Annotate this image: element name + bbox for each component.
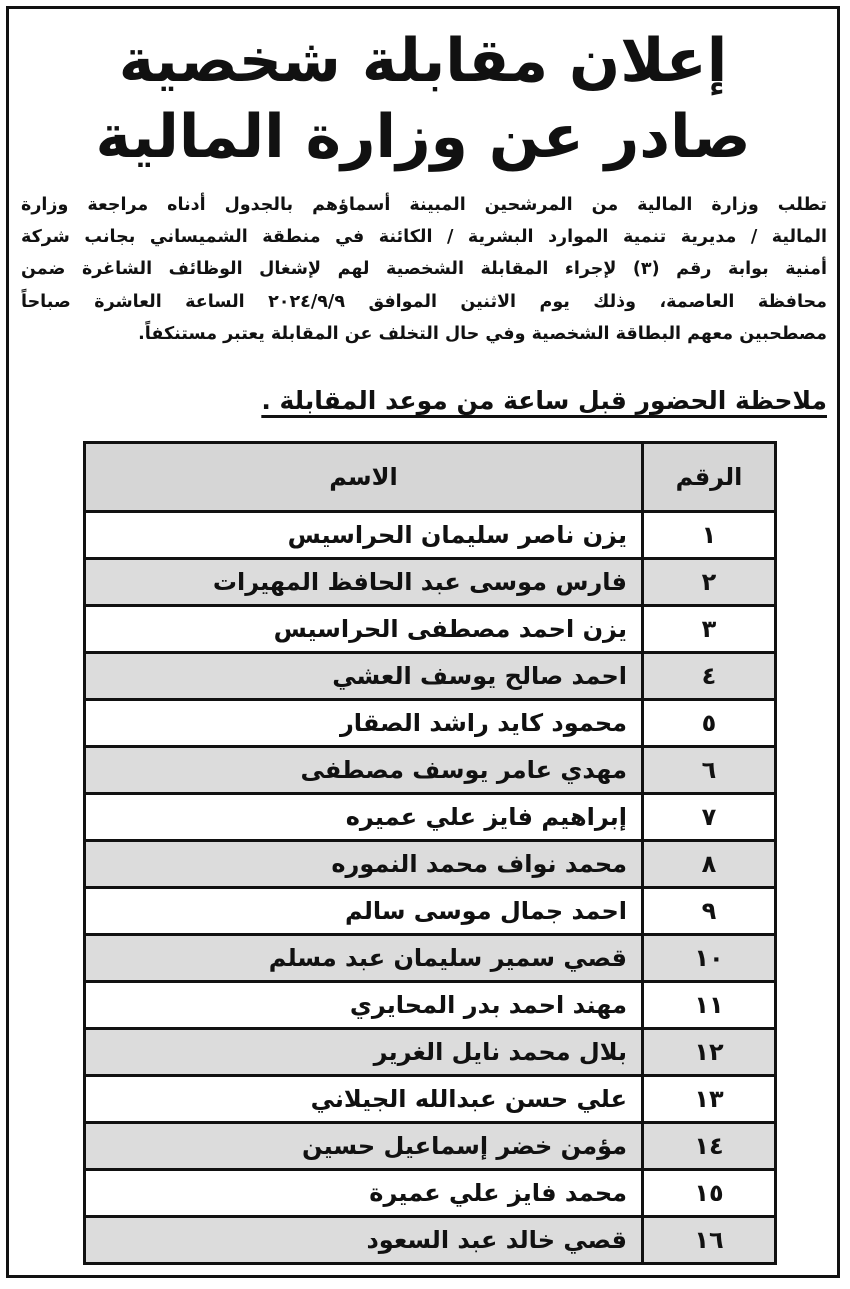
row-number: ١١ bbox=[643, 982, 776, 1029]
table-row bbox=[85, 1123, 776, 1170]
table-row bbox=[85, 700, 776, 747]
row-name: يزن ناصر سليمان الحراسيس bbox=[85, 512, 643, 559]
row-name: يزن احمد مصطفى الحراسيس bbox=[85, 606, 643, 653]
row-number: ٢ bbox=[643, 559, 776, 606]
row-name: قصي سمير سليمان عبد مسلم bbox=[85, 935, 643, 982]
body-line: تطلب وزارة المالية من المرشحين المبينة أسماؤهم بالجدول أدناه مراجعة وزارة bbox=[21, 195, 827, 215]
header-name: الاسم bbox=[85, 443, 643, 512]
candidates-table bbox=[83, 441, 777, 1265]
row-number: ١ bbox=[643, 512, 776, 559]
row-name: مؤمن خضر إسماعيل حسين bbox=[85, 1123, 643, 1170]
table-body bbox=[85, 512, 776, 1264]
table-row bbox=[85, 888, 776, 935]
row-number: ١٠ bbox=[643, 935, 776, 982]
row-name: محمود كايد راشد الصقار bbox=[85, 700, 643, 747]
row-name: مهدي عامر يوسف مصطفى bbox=[85, 747, 643, 794]
table-row bbox=[85, 606, 776, 653]
row-name: محمد نواف محمد النموره bbox=[85, 841, 643, 888]
row-name: فارس موسى عبد الحافظ المهيرات bbox=[85, 559, 643, 606]
row-number: ١٣ bbox=[643, 1076, 776, 1123]
table-row bbox=[85, 1029, 776, 1076]
row-name: احمد جمال موسى سالم bbox=[85, 888, 643, 935]
table-row bbox=[85, 1076, 776, 1123]
table-row bbox=[85, 1170, 776, 1217]
row-name: قصي خالد عبد السعود bbox=[85, 1217, 643, 1264]
row-number: ٩ bbox=[643, 888, 776, 935]
table-row bbox=[85, 1217, 776, 1264]
row-name: بلال محمد نايل الغرير bbox=[85, 1029, 643, 1076]
row-number: ١٤ bbox=[643, 1123, 776, 1170]
table-row bbox=[85, 982, 776, 1029]
row-name: علي حسن عبدالله الجيلاني bbox=[85, 1076, 643, 1123]
table-row bbox=[85, 794, 776, 841]
body-line: مصطحبين معهم البطاقة الشخصية وفي حال التخلف عن المقابلة يعتبر مستنكفاً. bbox=[138, 323, 827, 344]
row-number: ١٥ bbox=[643, 1170, 776, 1217]
row-number: ٦ bbox=[643, 747, 776, 794]
attendance-note: ملاحظة الحضور قبل ساعة من موعد المقابلة . bbox=[261, 386, 827, 415]
table-row bbox=[85, 559, 776, 606]
table-row bbox=[85, 747, 776, 794]
row-name: إبراهيم فايز علي عميره bbox=[85, 794, 643, 841]
header-number: الرقم bbox=[643, 443, 776, 512]
body-line: المالية / مديرية تنمية الموارد البشرية / الكائنة في منطقة الشميساني بجانب شركة bbox=[21, 227, 827, 248]
row-number: ٨ bbox=[643, 841, 776, 888]
row-number: ١٦ bbox=[643, 1217, 776, 1264]
body-line: محافظة العاصمة، وذلك يوم الاثنين الموافق ٢٠٢٤/٩/٩ الساعة العاشرة صباحاً bbox=[21, 291, 827, 312]
row-number: ٥ bbox=[643, 700, 776, 747]
row-name: احمد صالح يوسف العشي bbox=[85, 653, 643, 700]
table-row bbox=[85, 935, 776, 982]
row-number: ٣ bbox=[643, 606, 776, 653]
table-row bbox=[85, 512, 776, 559]
announcement-body bbox=[21, 189, 827, 350]
row-name: مهند احمد بدر المحايري bbox=[85, 982, 643, 1029]
title-line-1: إعلان مقابلة شخصية bbox=[118, 26, 728, 96]
table-row bbox=[85, 841, 776, 888]
title-line-2: صادر عن وزارة المالية bbox=[95, 102, 751, 172]
table-header-row bbox=[85, 443, 776, 512]
row-number: ١٢ bbox=[643, 1029, 776, 1076]
row-number: ٤ bbox=[643, 653, 776, 700]
body-line: أمنية بوابة رقم (٣) لإجراء المقابلة الشخصية لهم لإشغال الوظائف الشاغرة ضمن bbox=[21, 259, 827, 280]
row-number: ٧ bbox=[643, 794, 776, 841]
table-row bbox=[85, 653, 776, 700]
row-name: محمد فايز علي عميرة bbox=[85, 1170, 643, 1217]
